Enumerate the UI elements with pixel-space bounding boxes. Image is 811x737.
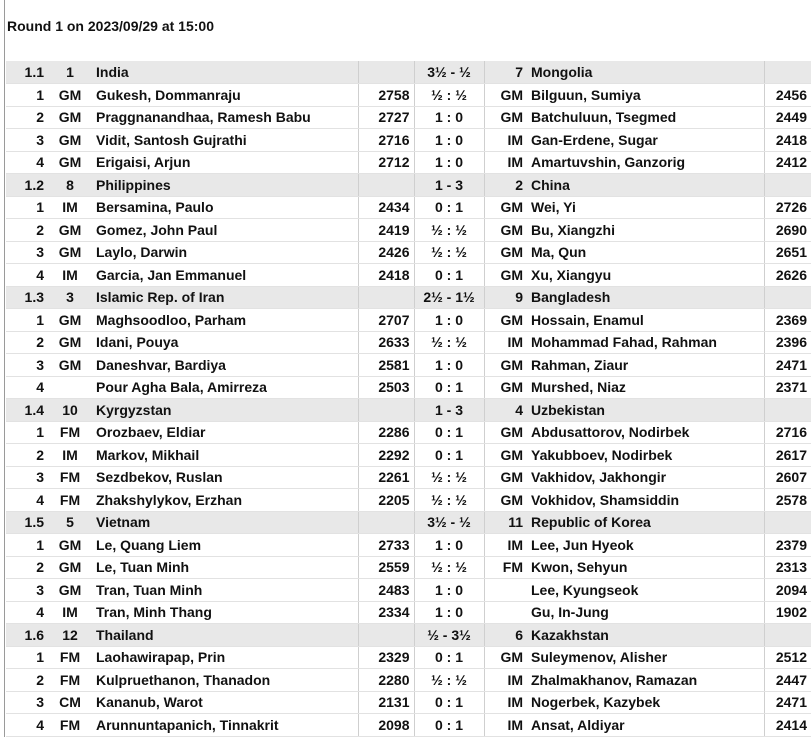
black-player-rating: 2716 <box>764 421 811 444</box>
away-team-name: Bangladesh <box>527 286 764 309</box>
match-score: 1 - 3 <box>414 399 484 422</box>
away-team-rating-cell <box>764 624 811 647</box>
black-player-title: GM <box>484 196 527 219</box>
home-team-rating-cell <box>358 286 414 309</box>
home-team-number: 8 <box>48 174 92 197</box>
game-result: 0 : 1 <box>414 444 484 467</box>
away-team-name: Mongolia <box>527 61 764 84</box>
game-result: 1 : 0 <box>414 579 484 602</box>
white-player-name: Laohawirapap, Prin <box>92 646 358 669</box>
black-player-title: IM <box>484 151 527 174</box>
white-player-title: IM <box>48 264 92 287</box>
black-player-title: IM <box>484 669 527 692</box>
white-player-rating: 2131 <box>358 691 414 714</box>
white-player-rating: 2329 <box>358 646 414 669</box>
white-player-title: IM <box>48 196 92 219</box>
black-player-title: IM <box>484 129 527 152</box>
board-row <box>6 601 811 624</box>
black-player-name: Rahman, Ziaur <box>527 354 764 377</box>
game-result: 1 : 0 <box>414 129 484 152</box>
black-player-rating: 2369 <box>764 309 811 332</box>
board-number: 1 <box>6 646 48 669</box>
board-row <box>6 579 811 602</box>
game-result: ½ : ½ <box>414 556 484 579</box>
white-player-name: Kulpruethanon, Thanadon <box>92 669 358 692</box>
black-player-rating: 2471 <box>764 691 811 714</box>
white-player-rating: 2205 <box>358 489 414 512</box>
white-player-name: Maghsoodloo, Parham <box>92 309 358 332</box>
black-player-rating: 1902 <box>764 601 811 624</box>
away-team-rating-cell <box>764 286 811 309</box>
board-number: 2 <box>6 444 48 467</box>
black-player-name: Xu, Xiangyu <box>527 264 764 287</box>
frame-border <box>4 0 5 737</box>
board-row <box>6 129 811 152</box>
away-team-rating-cell <box>764 399 811 422</box>
white-player-name: Orozbaev, Eldiar <box>92 421 358 444</box>
white-player-rating: 2292 <box>358 444 414 467</box>
black-player-title: FM <box>484 556 527 579</box>
team-match-row <box>6 511 811 534</box>
match-score: 3½ - ½ <box>414 61 484 84</box>
black-player-name: Abdusattorov, Nodirbek <box>527 421 764 444</box>
black-player-name: Batchuluun, Tsegmed <box>527 106 764 129</box>
board-number: 1 <box>6 534 48 557</box>
board-number: 4 <box>6 489 48 512</box>
board-number: 2 <box>6 106 48 129</box>
black-player-rating: 2379 <box>764 534 811 557</box>
white-player-rating: 2581 <box>358 354 414 377</box>
game-result: 0 : 1 <box>414 376 484 399</box>
board-row <box>6 151 811 174</box>
board-number: 4 <box>6 601 48 624</box>
black-player-title: GM <box>484 241 527 264</box>
board-number: 3 <box>6 691 48 714</box>
black-player-rating: 2651 <box>764 241 811 264</box>
white-player-rating: 2334 <box>358 601 414 624</box>
board-row <box>6 556 811 579</box>
black-player-title: GM <box>484 106 527 129</box>
table-number: 1.2 <box>6 174 48 197</box>
white-player-rating: 2503 <box>358 376 414 399</box>
white-player-rating: 2483 <box>358 579 414 602</box>
black-player-name: Amartuvshin, Ganzorig <box>527 151 764 174</box>
board-row <box>6 691 811 714</box>
away-team-number: 11 <box>484 511 527 534</box>
black-player-rating: 2512 <box>764 646 811 669</box>
white-player-title: GM <box>48 354 92 377</box>
black-player-rating: 2617 <box>764 444 811 467</box>
away-team-number: 6 <box>484 624 527 647</box>
match-score: 2½ - 1½ <box>414 286 484 309</box>
white-player-title <box>48 376 92 399</box>
white-player-name: Le, Tuan Minh <box>92 556 358 579</box>
game-result: 0 : 1 <box>414 264 484 287</box>
white-player-title: GM <box>48 84 92 107</box>
black-player-rating: 2371 <box>764 376 811 399</box>
board-row <box>6 309 811 332</box>
game-result: 1 : 0 <box>414 151 484 174</box>
table-number: 1.6 <box>6 624 48 647</box>
match-score: 3½ - ½ <box>414 511 484 534</box>
white-player-title: FM <box>48 466 92 489</box>
white-player-name: Daneshvar, Bardiya <box>92 354 358 377</box>
team-match-row <box>6 624 811 647</box>
game-result: ½ : ½ <box>414 84 484 107</box>
board-row <box>6 489 811 512</box>
black-player-rating: 2418 <box>764 129 811 152</box>
home-team-name: Thailand <box>92 624 358 647</box>
black-player-rating: 2447 <box>764 669 811 692</box>
black-player-title: IM <box>484 331 527 354</box>
black-player-name: Ansat, Aldiyar <box>527 714 764 737</box>
black-player-title: GM <box>484 376 527 399</box>
black-player-name: Lee, Jun Hyeok <box>527 534 764 557</box>
black-player-title: IM <box>484 714 527 737</box>
game-result: 0 : 1 <box>414 691 484 714</box>
black-player-title: GM <box>484 421 527 444</box>
board-row <box>6 106 811 129</box>
white-player-name: Idani, Pouya <box>92 331 358 354</box>
white-player-title: GM <box>48 556 92 579</box>
home-team-number: 5 <box>48 511 92 534</box>
board-number: 4 <box>6 714 48 737</box>
board-row <box>6 196 811 219</box>
white-player-rating: 2426 <box>358 241 414 264</box>
white-player-name: Vidit, Santosh Gujrathi <box>92 129 358 152</box>
white-player-title: GM <box>48 309 92 332</box>
away-team-number: 2 <box>484 174 527 197</box>
black-player-name: Wei, Yi <box>527 196 764 219</box>
black-player-name: Bilguun, Sumiya <box>527 84 764 107</box>
match-score: 1 - 3 <box>414 174 484 197</box>
white-player-rating: 2418 <box>358 264 414 287</box>
game-result: ½ : ½ <box>414 669 484 692</box>
home-team-name: Vietnam <box>92 511 358 534</box>
away-team-rating-cell <box>764 511 811 534</box>
board-number: 4 <box>6 151 48 174</box>
white-player-title: FM <box>48 489 92 512</box>
white-player-rating: 2559 <box>358 556 414 579</box>
board-row <box>6 219 811 242</box>
home-team-name: Philippines <box>92 174 358 197</box>
board-row <box>6 534 811 557</box>
white-player-name: Tran, Minh Thang <box>92 601 358 624</box>
white-player-name: Tran, Tuan Minh <box>92 579 358 602</box>
black-player-rating: 2471 <box>764 354 811 377</box>
board-number: 3 <box>6 354 48 377</box>
black-player-title: GM <box>484 84 527 107</box>
white-player-name: Laylo, Darwin <box>92 241 358 264</box>
white-player-name: Zhakshylykov, Erzhan <box>92 489 358 512</box>
game-result: 1 : 0 <box>414 534 484 557</box>
white-player-name: Garcia, Jan Emmanuel <box>92 264 358 287</box>
home-team-name: India <box>92 61 358 84</box>
team-match-row <box>6 286 811 309</box>
board-number: 1 <box>6 196 48 219</box>
board-row <box>6 714 811 737</box>
black-player-name: Nogerbek, Kazybek <box>527 691 764 714</box>
board-number: 3 <box>6 129 48 152</box>
white-player-title: GM <box>48 579 92 602</box>
board-row <box>6 241 811 264</box>
board-number: 3 <box>6 241 48 264</box>
white-player-rating: 2707 <box>358 309 414 332</box>
white-player-rating: 2758 <box>358 84 414 107</box>
black-player-name: Yakubboev, Nodirbek <box>527 444 764 467</box>
team-match-row <box>6 174 811 197</box>
black-player-rating: 2449 <box>764 106 811 129</box>
board-number: 1 <box>6 84 48 107</box>
game-result: 1 : 0 <box>414 601 484 624</box>
match-score: ½ - 3½ <box>414 624 484 647</box>
black-player-title: GM <box>484 219 527 242</box>
white-player-rating: 2261 <box>358 466 414 489</box>
white-player-title: GM <box>48 151 92 174</box>
white-player-name: Arunnuntapanich, Tinnakrit <box>92 714 358 737</box>
board-number: 2 <box>6 556 48 579</box>
table-number: 1.1 <box>6 61 48 84</box>
white-player-title: FM <box>48 714 92 737</box>
board-row <box>6 331 811 354</box>
white-player-name: Markov, Mikhail <box>92 444 358 467</box>
white-player-rating: 2280 <box>358 669 414 692</box>
black-player-name: Kwon, Sehyun <box>527 556 764 579</box>
black-player-name: Mohammad Fahad, Rahman <box>527 331 764 354</box>
board-row <box>6 444 811 467</box>
black-player-name: Murshed, Niaz <box>527 376 764 399</box>
game-result: 0 : 1 <box>414 421 484 444</box>
black-player-rating: 2396 <box>764 331 811 354</box>
game-result: 1 : 0 <box>414 106 484 129</box>
game-result: 0 : 1 <box>414 714 484 737</box>
white-player-rating: 2727 <box>358 106 414 129</box>
white-player-title: FM <box>48 646 92 669</box>
black-player-rating: 2313 <box>764 556 811 579</box>
board-number: 3 <box>6 466 48 489</box>
white-player-rating: 2733 <box>358 534 414 557</box>
black-player-rating: 2726 <box>764 196 811 219</box>
board-row <box>6 354 811 377</box>
black-player-rating: 2578 <box>764 489 811 512</box>
game-result: 0 : 1 <box>414 196 484 219</box>
black-player-rating: 2626 <box>764 264 811 287</box>
white-player-rating: 2434 <box>358 196 414 219</box>
board-row <box>6 646 811 669</box>
black-player-title: GM <box>484 264 527 287</box>
white-player-rating: 2716 <box>358 129 414 152</box>
white-player-name: Kananub, Warot <box>92 691 358 714</box>
black-player-name: Hossain, Enamul <box>527 309 764 332</box>
black-player-rating: 2456 <box>764 84 811 107</box>
white-player-name: Gomez, John Paul <box>92 219 358 242</box>
away-team-number: 7 <box>484 61 527 84</box>
black-player-title <box>484 601 527 624</box>
white-player-title: GM <box>48 219 92 242</box>
board-number: 4 <box>6 376 48 399</box>
board-number: 2 <box>6 331 48 354</box>
white-player-title: GM <box>48 241 92 264</box>
game-result: ½ : ½ <box>414 489 484 512</box>
team-match-row <box>6 399 811 422</box>
black-player-name: Gan-Erdene, Sugar <box>527 129 764 152</box>
white-player-title: GM <box>48 534 92 557</box>
home-team-number: 12 <box>48 624 92 647</box>
white-player-name: Sezdbekov, Ruslan <box>92 466 358 489</box>
black-player-title: GM <box>484 444 527 467</box>
white-player-title: FM <box>48 669 92 692</box>
home-team-rating-cell <box>358 624 414 647</box>
home-team-name: Islamic Rep. of Iran <box>92 286 358 309</box>
black-player-title: GM <box>484 489 527 512</box>
white-player-name: Erigaisi, Arjun <box>92 151 358 174</box>
board-number: 2 <box>6 669 48 692</box>
table-number: 1.5 <box>6 511 48 534</box>
black-player-title: IM <box>484 691 527 714</box>
away-team-rating-cell <box>764 61 811 84</box>
game-result: 0 : 1 <box>414 646 484 669</box>
game-result: ½ : ½ <box>414 331 484 354</box>
game-result: 1 : 0 <box>414 354 484 377</box>
board-number: 3 <box>6 579 48 602</box>
table-number: 1.3 <box>6 286 48 309</box>
pairings-table <box>6 61 811 737</box>
black-player-name: Vokhidov, Shamsiddin <box>527 489 764 512</box>
pairings-body <box>6 61 811 736</box>
white-player-name: Bersamina, Paulo <box>92 196 358 219</box>
white-player-title: IM <box>48 601 92 624</box>
black-player-name: Gu, In-Jung <box>527 601 764 624</box>
black-player-title: GM <box>484 309 527 332</box>
away-team-name: Uzbekistan <box>527 399 764 422</box>
board-number: 1 <box>6 309 48 332</box>
board-row <box>6 466 811 489</box>
home-team-name: Kyrgyzstan <box>92 399 358 422</box>
away-team-name: China <box>527 174 764 197</box>
black-player-title: GM <box>484 646 527 669</box>
black-player-name: Ma, Qun <box>527 241 764 264</box>
board-row <box>6 84 811 107</box>
away-team-rating-cell <box>764 174 811 197</box>
black-player-rating: 2094 <box>764 579 811 602</box>
away-team-name: Kazakhstan <box>527 624 764 647</box>
white-player-name: Praggnanandhaa, Ramesh Babu <box>92 106 358 129</box>
black-player-name: Zhalmakhanov, Ramazan <box>527 669 764 692</box>
home-team-number: 1 <box>48 61 92 84</box>
white-player-title: IM <box>48 444 92 467</box>
white-player-title: CM <box>48 691 92 714</box>
black-player-title <box>484 579 527 602</box>
home-team-number: 3 <box>48 286 92 309</box>
white-player-name: Le, Quang Liem <box>92 534 358 557</box>
black-player-rating: 2414 <box>764 714 811 737</box>
away-team-number: 4 <box>484 399 527 422</box>
game-result: ½ : ½ <box>414 241 484 264</box>
board-row <box>6 376 811 399</box>
board-number: 1 <box>6 421 48 444</box>
board-number: 4 <box>6 264 48 287</box>
round-title: Round 1 on 2023/09/29 at 15:00 <box>7 18 214 34</box>
white-player-rating: 2286 <box>358 421 414 444</box>
game-result: ½ : ½ <box>414 219 484 242</box>
white-player-title: FM <box>48 421 92 444</box>
board-row <box>6 421 811 444</box>
game-result: ½ : ½ <box>414 466 484 489</box>
white-player-title: GM <box>48 331 92 354</box>
white-player-rating: 2633 <box>358 331 414 354</box>
home-team-number: 10 <box>48 399 92 422</box>
board-row <box>6 669 811 692</box>
white-player-title: GM <box>48 129 92 152</box>
home-team-rating-cell <box>358 399 414 422</box>
team-match-row <box>6 61 811 84</box>
white-player-rating: 2419 <box>358 219 414 242</box>
home-team-rating-cell <box>358 61 414 84</box>
away-team-name: Republic of Korea <box>527 511 764 534</box>
black-player-name: Vakhidov, Jakhongir <box>527 466 764 489</box>
table-number: 1.4 <box>6 399 48 422</box>
black-player-name: Bu, Xiangzhi <box>527 219 764 242</box>
black-player-title: IM <box>484 534 527 557</box>
black-player-rating: 2412 <box>764 151 811 174</box>
black-player-name: Suleymenov, Alisher <box>527 646 764 669</box>
home-team-rating-cell <box>358 511 414 534</box>
board-row <box>6 264 811 287</box>
white-player-rating: 2712 <box>358 151 414 174</box>
black-player-rating: 2607 <box>764 466 811 489</box>
game-result: 1 : 0 <box>414 309 484 332</box>
board-number: 2 <box>6 219 48 242</box>
white-player-name: Pour Agha Bala, Amirreza <box>92 376 358 399</box>
white-player-name: Gukesh, Dommanraju <box>92 84 358 107</box>
black-player-title: GM <box>484 466 527 489</box>
black-player-title: GM <box>484 354 527 377</box>
white-player-title: GM <box>48 106 92 129</box>
away-team-number: 9 <box>484 286 527 309</box>
home-team-rating-cell <box>358 174 414 197</box>
black-player-name: Lee, Kyungseok <box>527 579 764 602</box>
white-player-rating: 2098 <box>358 714 414 737</box>
black-player-rating: 2690 <box>764 219 811 242</box>
